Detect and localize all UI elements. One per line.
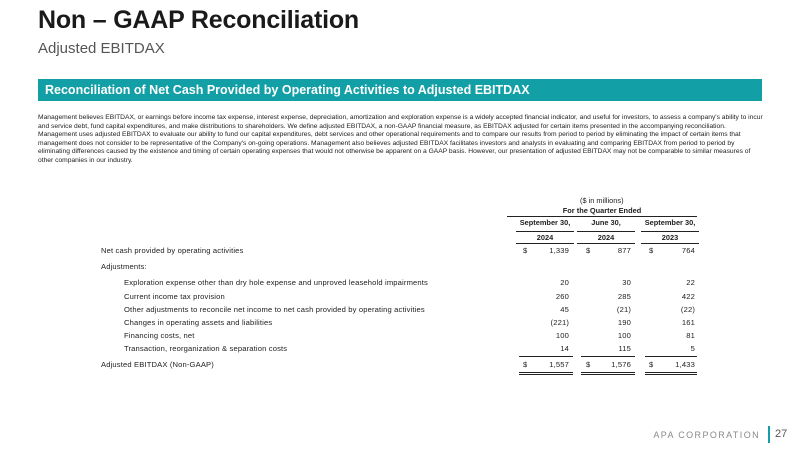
table-units-label: ($ in millions)	[580, 196, 624, 205]
table-row	[0, 292, 800, 304]
row-value: 20	[560, 278, 569, 287]
row-value: 161	[681, 318, 695, 327]
currency-symbol: $	[586, 246, 591, 255]
table-period-label: For the Quarter Ended	[507, 206, 697, 217]
currency-symbol: $	[649, 246, 654, 255]
row-label: Adjustments:	[101, 262, 147, 271]
page-title: Non – GAAP Reconciliation	[38, 6, 359, 34]
total-double-rule	[645, 372, 697, 373]
column-year-3: 2023	[641, 231, 699, 244]
row-value: 30	[622, 278, 631, 287]
description-paragraph: Management believes EBITDAX, or earnings before income tax expense, interest expense, depreciation, amortization and exploration expense is a widely accepted financial indicator, and useful for investors, to assess a company's ability to incur and service debt, fund capital expenditures, and make distributions to shareholders. We define adjusted EBITDAX, a non-GAAP financial measure, as EBITDAX adjusted for certain items presented in the accompanying reconciliation. Management uses adjusted EBITDAX to evaluate our ability to fund our capital expenditures, debt services and other operational requirements and to compare our results from period to period by eliminating the impact of certain items that management does not consider to be representative of the Company's on-going operations. Management also believes adjusted EBITDAX facilitates investors and analysts in evaluating and comparing EBITDAX from period to period by eliminating differences caused by the existence and timing of certain operating expenses that would not otherwise be apparent on a GAAP basis. However, our presentation of adjusted EBITDAX may not be comparable to similar measures of other companies in our industry.	[38, 114, 763, 164]
row-value: 764	[681, 246, 695, 255]
subtotal-rule	[519, 356, 573, 357]
total-double-rule	[581, 372, 635, 373]
row-value: 5	[690, 344, 695, 353]
row-value: 81	[686, 331, 695, 340]
table-row	[0, 318, 800, 330]
row-value: 45	[560, 305, 569, 314]
column-header-1: September 30,	[519, 218, 571, 227]
table-row	[0, 262, 800, 274]
total-double-rule	[581, 374, 635, 375]
row-value: 190	[617, 318, 631, 327]
currency-symbol: $	[649, 360, 654, 369]
table-row-total	[0, 360, 800, 372]
row-value: 1,576	[611, 360, 631, 369]
total-double-rule	[519, 372, 573, 373]
table-row	[0, 278, 800, 290]
row-value: (22)	[680, 305, 695, 314]
section-banner: Reconciliation of Net Cash Provided by Operating Activities to Adjusted EBITDAX	[38, 79, 762, 101]
subtotal-rule	[581, 356, 635, 357]
column-header-2: June 30,	[591, 218, 621, 227]
row-label: Current income tax provision	[124, 292, 225, 301]
row-label: Changes in operating assets and liabilities	[124, 318, 273, 327]
row-value: 1,339	[549, 246, 569, 255]
row-value: 100	[555, 331, 569, 340]
row-value: 422	[681, 292, 695, 301]
row-value: 115	[618, 344, 631, 353]
subtotal-rule	[645, 356, 697, 357]
row-value: 877	[617, 246, 631, 255]
row-value: 1,557	[549, 360, 569, 369]
table-row	[0, 305, 800, 317]
row-value: (221)	[550, 318, 569, 327]
row-label: Adjusted EBITDAX (Non-GAAP)	[101, 360, 214, 369]
column-year-1: 2024	[516, 231, 574, 244]
table-row	[0, 246, 800, 258]
row-label: Financing costs, net	[124, 331, 195, 340]
row-value: 22	[686, 278, 695, 287]
column-year-2: 2024	[577, 231, 635, 244]
row-label: Net cash provided by operating activities	[101, 246, 244, 255]
row-value: 14	[560, 344, 569, 353]
currency-symbol: $	[523, 360, 528, 369]
page-subtitle: Adjusted EBITDAX	[38, 40, 165, 57]
table-row	[0, 344, 800, 356]
total-double-rule	[645, 374, 697, 375]
page-number: 27	[775, 428, 788, 440]
currency-symbol: $	[586, 360, 591, 369]
row-label: Exploration expense other than dry hole expense and unproved leasehold impairments	[124, 278, 429, 287]
row-value: 260	[555, 292, 569, 301]
currency-symbol: $	[523, 246, 528, 255]
footer-divider	[768, 426, 770, 443]
column-header-3: September 30,	[644, 218, 696, 227]
total-double-rule	[519, 374, 573, 375]
row-value: 1,433	[675, 360, 695, 369]
row-label: Transaction, reorganization & separation costs	[124, 344, 288, 353]
row-label: Other adjustments to reconcile net income to net cash provided by operating activities	[124, 305, 425, 314]
row-value: (21)	[616, 305, 631, 314]
row-value: 285	[617, 292, 631, 301]
row-value: 100	[617, 331, 631, 340]
footer-brand: APA CORPORATION	[653, 430, 760, 440]
table-row	[0, 331, 800, 343]
